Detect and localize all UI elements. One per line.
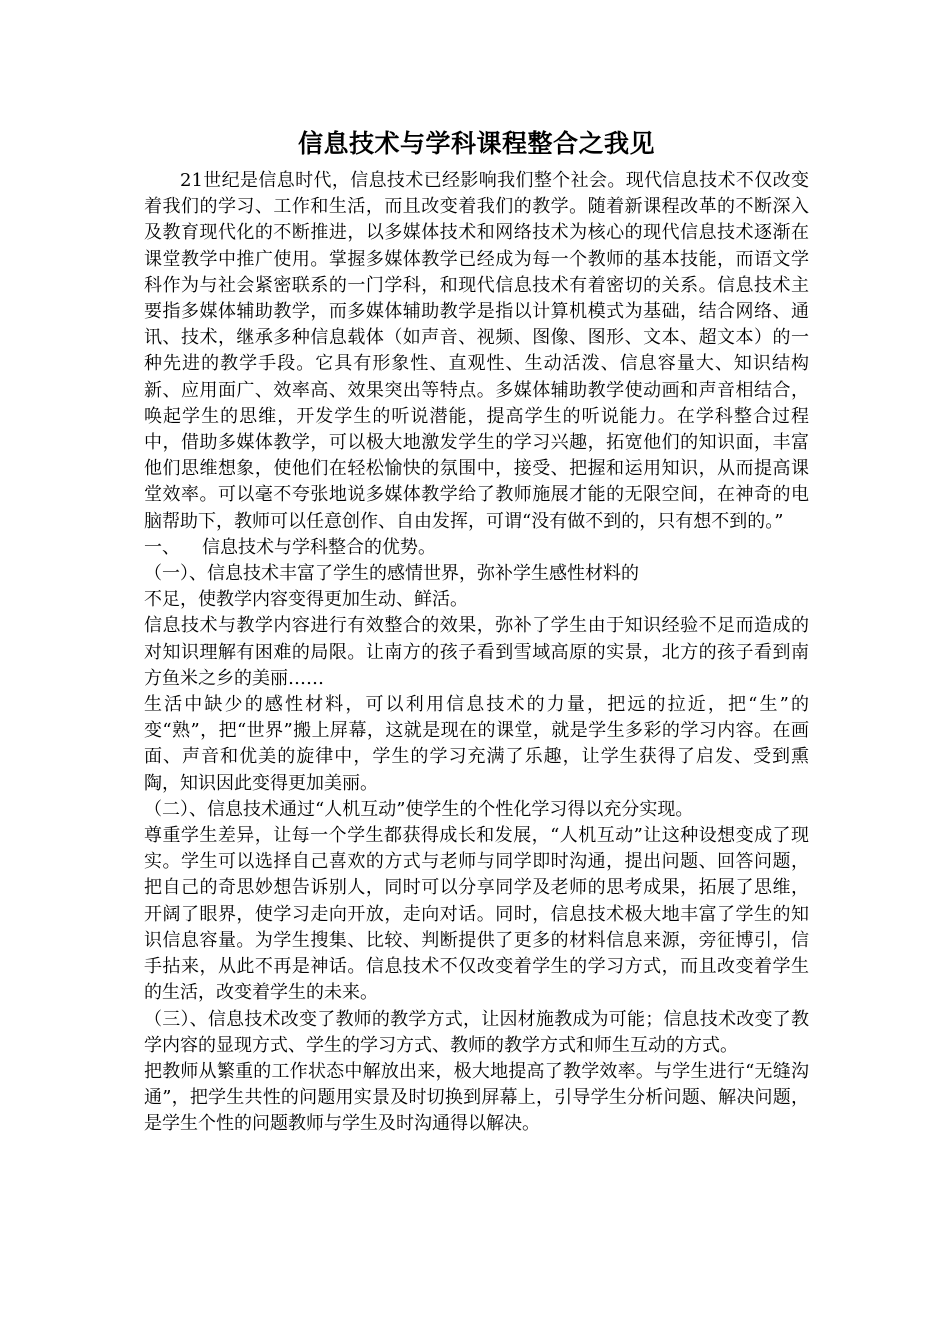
subsection-3-paragraph-2: 把教师从繁重的工作状态中解放出来，极大地提高了教学效率。与学生进行“无缝沟通”，把学生共性的问题用实景及时切换到屏幕上，引导学生分析问题、解决问题，是学生个性的问题教师与学生及时沟通得以解决。 — [144, 1060, 809, 1135]
section-heading — [144, 535, 809, 561]
subsection-1-paragraph-1: 信息技术与教学内容进行有效整合的效果，弥补了学生由于知识经验不足而造成的对知识理解有困难的局限。让南方的孩子看到雪域高原的实景，北方的孩子看到南方鱼米之乡的美丽…… — [144, 615, 809, 689]
subsection-heading-1-line-2: 不足，使教学内容变得更加生动、鲜活。 — [144, 589, 468, 611]
document-page — [144, 128, 809, 1138]
subsection-3-paragraph-1: （三）、信息技术改变了教师的教学方式，让因材施教成为可能；信息技术改变了教学内容的显现方式、学生的学习方式、教师的教学方式和师生互动的方式。 — [144, 1008, 809, 1056]
intro-paragraph: 21世纪是信息时代，信息技术已经影响我们整个社会。现代信息技术不仅改变着我们的学习、工作和生活，而且改变着我们的教学。随着新课程改革的不断深入及教育现代化的不断推进，以多媒体技术和网络技术为核心的现代信息技术逐渐在课堂教学中推广使用。掌握多媒体教学已经成为每一个教师的基本技能，而语文学科作为与社会紧密联系的一门学科，和现代信息技术有着密切的关系。信息技术主要指多媒体辅助教学，而多媒体辅助教学是指以计算机模式为基础，结合网络、通讯、技术，继承多种信息载体（如声音、视频、图像、图形、文本、超文本）的一种先进的教学手段。它具有形象性、直观性、生动活泼、信息容量大、知识结构新、应用面广、效率高、效果突出等特点。多媒体辅助教学使动画和声音相结合，唤起学生的思维，开发学生的听说潜能，提高学生的听说能力。在学科整合过程中，借助多媒体教学，可以极大地激发学生的学习兴趣，拓宽他们的知识面，丰富他们思维想象，使他们在轻松愉快的氛围中，接受、把握和运用知识，从而提高课堂效率。可以毫不夸张地说多媒体教学给了教师施展才能的无限空间，在神奇的电脑帮助下，教师可以任意创作、自由发挥，可谓“没有做不到的，只有想不到的。” — [144, 170, 809, 532]
section-number: 一、 — [144, 536, 180, 558]
subsection-1-paragraph-2: 生活中缺少的感性材料，可以利用信息技术的力量，把远的拉近，把“生”的变“熟”，把“世界”搬上屏幕，这就是现在的课堂，就是学生多彩的学习内容。在画面、声音和优美的旋律中，学生的学习充满了乐趣，让学生获得了启发、受到熏陶，知识因此变得更加美丽。 — [144, 694, 809, 794]
document-title: 信息技术与学科课程整合之我见 — [297, 129, 655, 158]
subsection-heading-2: （二）、信息技术通过“人机互动”使学生的个性化学习得以充分实现。 — [144, 798, 694, 820]
section-title: 信息技术与学科整合的优势。 — [202, 536, 436, 558]
subsection-heading-1-line-1: （一）、信息技术丰富了学生的感情世界，弥补学生感性材料的 — [144, 563, 639, 585]
subsection-2-paragraph-1: 尊重学生差异，让每一个学生都获得成长和发展，“人机互动”让这种设想变成了现实。学生可以选择自己喜欢的方式与老师与同学即时沟通，提出问题、回答问题，把自己的奇思妙想告诉别人，同时可以分享同学及老师的思考成果，拓展了思维，开阔了眼界，使学习走向开放，走向对话。同时，信息技术极大地丰富了学生的知识信息容量。为学生搜集、比较、判断提供了更多的材料信息来源，旁征博引，信手拈来，从此不再是神话。信息技术不仅改变着学生的学习方式，而且改变着学生的生活，改变着学生的未来。 — [144, 825, 809, 1004]
